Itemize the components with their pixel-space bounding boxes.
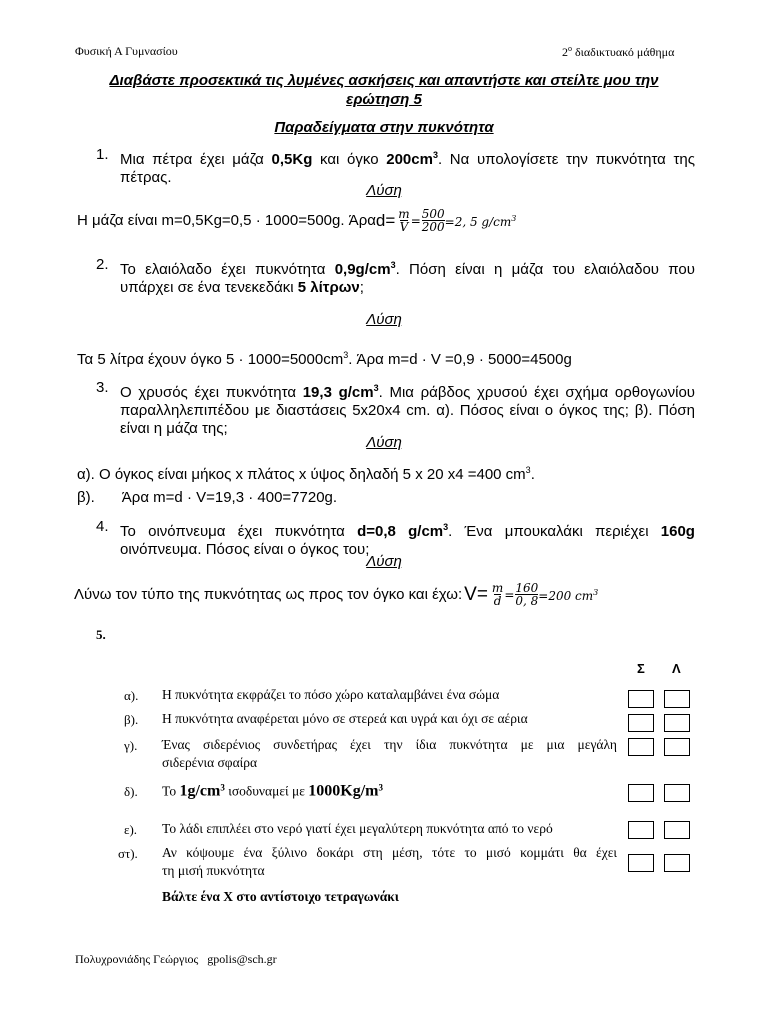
checkbox-false[interactable] xyxy=(664,690,690,708)
q5-item-label: ε). xyxy=(124,822,138,837)
section-title: Παραδείγματα στην πυκνότητα xyxy=(274,119,494,136)
ex2-solution-label: Λύση xyxy=(366,311,402,328)
checkbox-true[interactable] xyxy=(628,738,654,756)
ex2-number: 2. xyxy=(96,256,109,273)
checkbox-true[interactable] xyxy=(628,690,654,708)
q5-item-text: Ένας σιδερένιος συνδετήρας έχει την ίδια πυκνότητα με μια μεγάλη σιδερένια σφαίρα xyxy=(162,737,617,770)
checkbox-false[interactable] xyxy=(664,714,690,732)
footer xyxy=(75,952,277,967)
checkbox-true[interactable] xyxy=(628,784,654,802)
ex4-question: Το οινόπνευμα έχει πυκνότητα d=0,8 $g/cm^3$. Ένα μπουκαλάκι περιέχει 160g οινόπνευμα. Πόσος είναι ο όγκος του; xyxy=(120,522,695,558)
q5-item-text: Το $1g/cm^3$ ισοδυναμεί με $1000Kg/m^3$ xyxy=(162,782,383,800)
checkbox-true[interactable] xyxy=(628,714,654,732)
q5-item-label: δ). xyxy=(124,784,138,799)
checkbox-false[interactable] xyxy=(664,738,690,756)
column-false-header: Λ xyxy=(672,661,681,676)
q5-item-label: στ). xyxy=(118,846,138,861)
q5-item-label: α). xyxy=(124,688,139,703)
ex3-number: 3. xyxy=(96,379,109,396)
ex1-solution-label: Λύση xyxy=(366,182,402,199)
checkbox-false[interactable] xyxy=(664,821,690,839)
ex3-solution-label: Λύση xyxy=(366,434,402,451)
ex4-number: 4. xyxy=(96,518,109,535)
q5-item-text: Η πυκνότητα εκφράζει το πόσο χώρο καταλαμβάνει ένα σώμα xyxy=(162,687,500,702)
q5-item-text: Αν κόψουμε ένα ξύλινο δοκάρι στη μέση, τότε το μισό κομμάτι θα έχει τη μισή πυκνότητα xyxy=(162,845,617,878)
header-left: Φυσική Α Γυμνασίου xyxy=(75,44,178,58)
ex2-question: Το ελαιόλαδο έχει πυκνότητα $0,9g/cm^3$. Πόση είναι η μάζα του ελαιόλαδου που υπάρχει σε ένα τενεκεδάκι 5 λίτρων; xyxy=(120,260,695,296)
checkbox-true[interactable] xyxy=(628,854,654,872)
ex4-solution: Λύνω τον τύπο της πυκνότητας ως προς τον όγκο και έχω: V= $\frac{m}{d}$ = $\frac{160}{0, 8}$ =200 $cm^3$ xyxy=(74,581,599,608)
checkbox-false[interactable] xyxy=(664,854,690,872)
ex3-solution-b: β). Άρα m=d · V=19,3 · 400=7720g. xyxy=(77,489,338,506)
ex4-solution-label: Λύση xyxy=(366,553,402,570)
q5-item-label: β). xyxy=(124,712,139,727)
q5-item-text: Η πυκνότητα αναφέρεται μόνο σε στερεά και υγρά και όχι σε αέρια xyxy=(162,711,528,726)
q5-number: 5. xyxy=(96,627,106,642)
column-true-header: Σ xyxy=(637,661,645,676)
ex3-solution-a: α). Ο όγκος είναι μήκος x πλάτος x ύψος δηλαδή 5 x 20 x4 =400 $cm^3$. xyxy=(77,465,535,483)
footer-email: gpolis@sch.gr xyxy=(207,952,277,966)
q5-item-text: Το λάδι επιπλέει στο νερό γιατί έχει μεγαλύτερη πυκνότητα από το νερό xyxy=(162,821,553,836)
ex2-solution: Τα 5 λίτρα έχουν όγκο $5 \cdot 1000=5000cm^3$. Άρα m=d · V =0,9 · 5000=4500g xyxy=(77,350,572,368)
ex1-solution: Η μάζα είναι m=0,5Kg=0,5 · 1000=500g. Άρα d= $\frac{m}{V}$ = $\frac{500}{200}$ =2, 5 $g/cm^3$ xyxy=(77,207,517,234)
ex1-number: 1. xyxy=(96,146,109,163)
ex3-question: Ο χρυσός έχει πυκνότητα 19,3 $g/cm^3$. Μια ράβδος χρυσού έχει σχήμα ορθογωνίου παραλληλεπιπέδου με διαστάσεις 5x20x4 cm. α). Πόσος είναι ο όγκος της; β). Πόση είναι η μάζα της; xyxy=(120,383,696,437)
q5-instruction: Βάλτε ένα Χ στο αντίστοιχο τετραγωνάκι xyxy=(162,889,399,904)
header-right: $2^o$ διαδικτυακό μάθημα xyxy=(562,44,675,59)
checkbox-true[interactable] xyxy=(628,821,654,839)
instructions: Διαβάστε προσεκτικά τις λυμένες ασκήσεις και απαντήστε και στείλτε μου την ερώτηση 5 xyxy=(109,72,659,108)
q5-item-label: γ). xyxy=(124,738,138,753)
checkbox-false[interactable] xyxy=(664,784,690,802)
footer-author: Πολυχρονιάδης Γεώργιος xyxy=(75,952,199,966)
ex1-question: Μια πέτρα έχει μάζα 0,5Kg και όγκο $200cm^3$. Να υπολογίσετε την πυκνότητα της πέτρας. xyxy=(120,150,695,186)
